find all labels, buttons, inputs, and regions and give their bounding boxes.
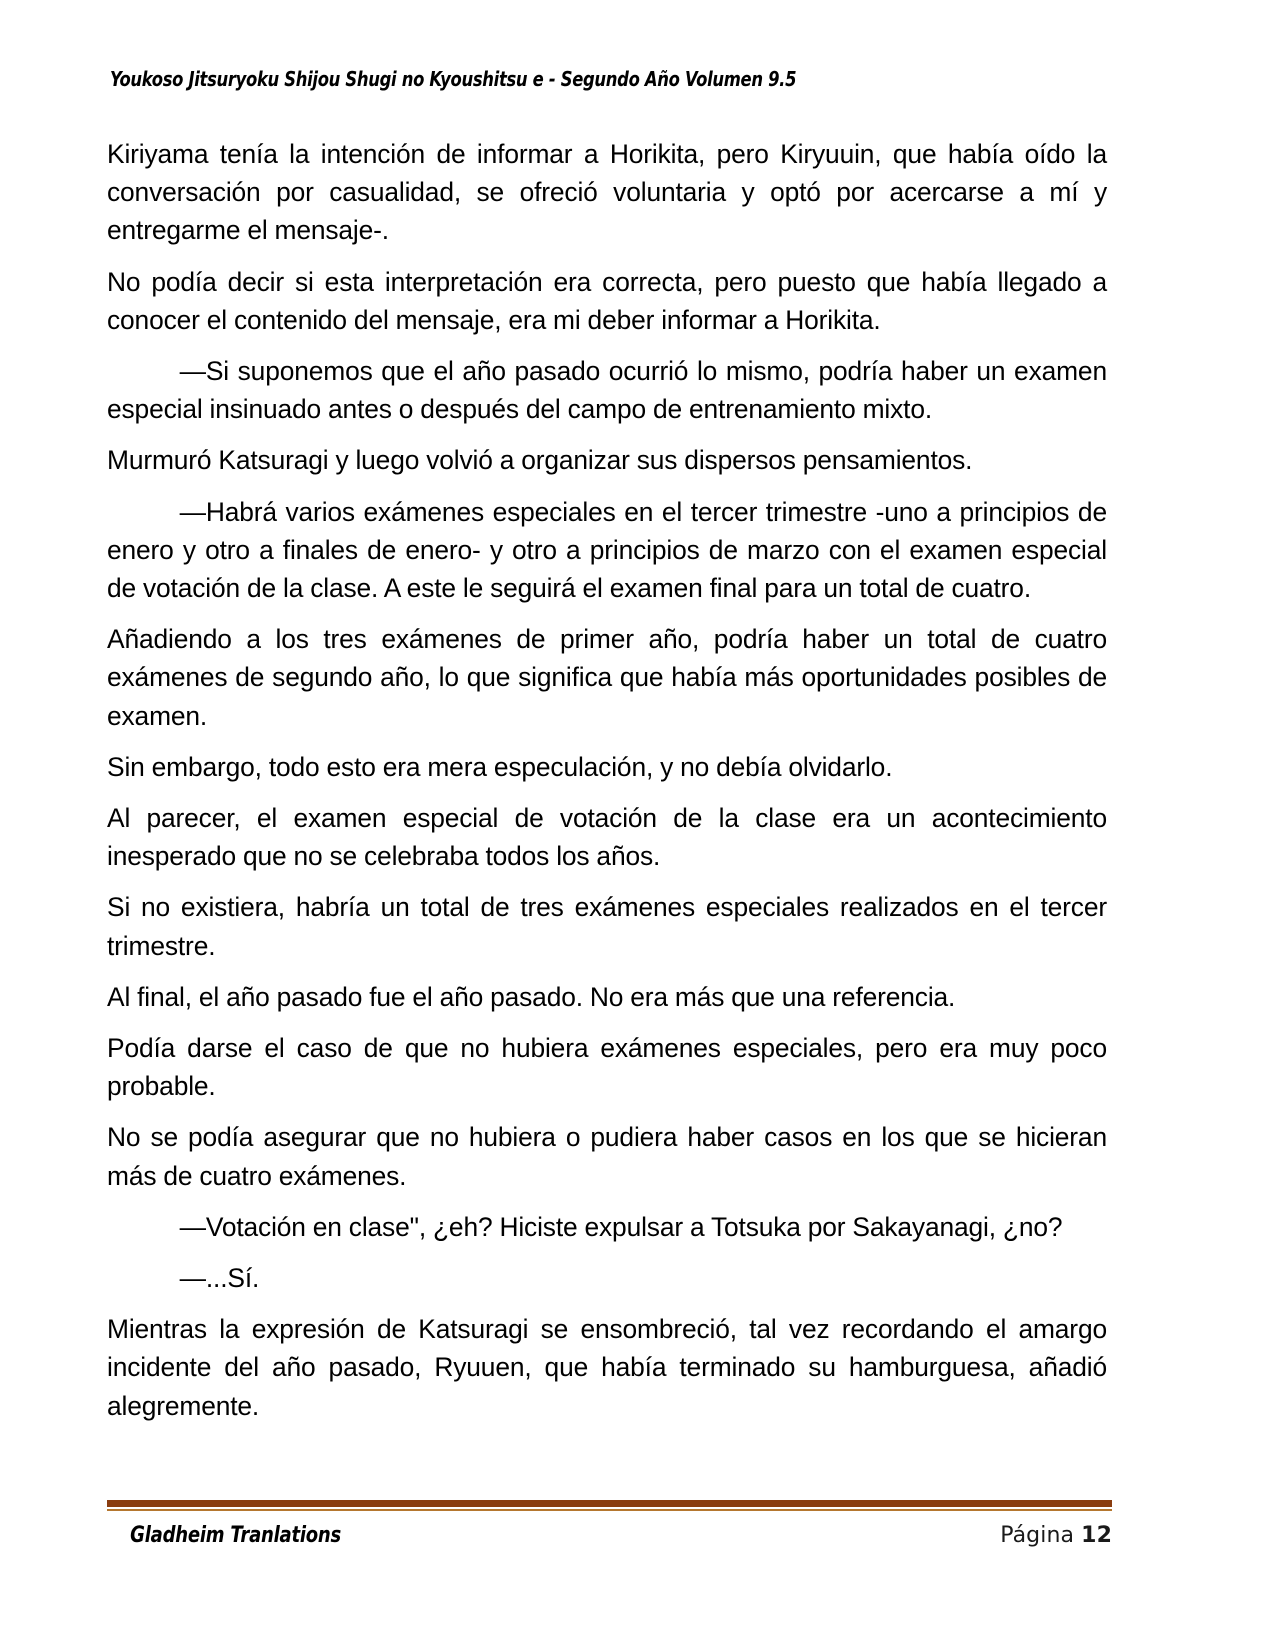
- body-paragraph: Añadiendo a los tres exámenes de primer año, podría haber un total de cuatro exámenes de segundo año, lo que significa que había más oportunidades posibles de examen.: [107, 624, 1107, 731]
- document-header: [110, 68, 1115, 98]
- body-paragraph: Kiriyama tenía la intención de informar a Horikita, pero Kiryuuin, que había oído la conversación por casualidad, se ofreció voluntaria y optó por acercarse a mí y entregarme el mensaje-.: [107, 139, 1107, 246]
- body-paragraph: Si no existiera, habría un total de tres exámenes especiales realizados en el tercer trimestre.: [107, 892, 1107, 961]
- footer-page-number: [1000, 1523, 1112, 1548]
- dialogue-paragraph: —Habrá varios exámenes especiales en el tercer trimestre -uno a principios de enero y otro a finales de enero- y otro a principios de marzo con el examen especial de votación de la clase. A este le seguirá el examen final para un total de cuatro.: [107, 496, 1107, 604]
- footer-content-row: [107, 1523, 1112, 1548]
- dialogue-paragraph: —Si suponemos que el año pasado ocurrió lo mismo, podría haber un examen especial insinuado antes o después del campo de entrenamiento mixto.: [107, 356, 1107, 425]
- dialogue-paragraph: —...Sí.: [179, 1263, 260, 1294]
- dialogue-paragraph: —Votación en clase", ¿eh? Hiciste expulsar a Totsuka por Sakayanagi, ¿no?: [179, 1211, 1063, 1242]
- document-footer: [107, 1500, 1112, 1548]
- body-paragraph: Mientras la expresión de Katsuragi se ensombreció, tal vez recordando el amargo incidente del año pasado, Ryuuen, que había terminado su hamburguesa, añadió alegremente.: [107, 1314, 1107, 1421]
- body-paragraph: Sin embargo, todo esto era mera especulación, y no debía olvidarlo.: [107, 751, 893, 782]
- header-title: Youkoso Jitsuryoku Shijou Shugi no Kyoushitsu e - Segundo Año Volumen 9.5: [110, 67, 797, 91]
- footer-brand-label: Gladheim Tranlations: [130, 1523, 342, 1548]
- body-paragraph: No podía decir si esta interpretación era correcta, pero puesto que había llegado a conocer el contenido del mensaje, era mi deber informar a Horikita.: [107, 266, 1107, 335]
- footer-page-label: Página: [1000, 1523, 1075, 1548]
- body-paragraph: Al final, el año pasado fue el año pasado. No era más que una referencia.: [107, 981, 956, 1012]
- body-paragraph: Podía darse el caso de que no hubiera exámenes especiales, pero era muy poco probable.: [107, 1033, 1107, 1102]
- footer-divider-thin: [107, 1509, 1112, 1511]
- body-paragraph: Murmuró Katsuragi y luego volvió a organizar sus dispersos pensamientos.: [107, 445, 973, 476]
- footer-divider-thick: [107, 1500, 1112, 1507]
- body-paragraph: No se podía asegurar que no hubiera o pudiera haber casos en los que se hicieran más de cuatro exámenes.: [107, 1122, 1107, 1191]
- body-paragraph: Al parecer, el examen especial de votación de la clase era un acontecimiento inesperado que no se celebraba todos los años.: [107, 803, 1107, 872]
- footer-page-value: 12: [1081, 1523, 1112, 1548]
- document-body: [107, 135, 1112, 1425]
